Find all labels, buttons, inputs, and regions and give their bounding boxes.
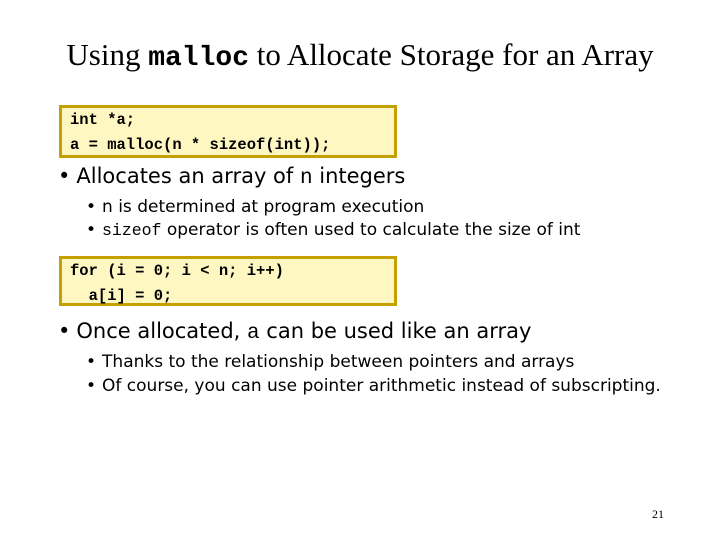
bullet-text: Of course, you can use pointer arithmetic instead of subscripting.: [102, 376, 661, 396]
bullet-text: Once allocated,: [76, 319, 248, 343]
bullet-marker: •: [86, 376, 97, 396]
code-block-loop: [59, 256, 397, 306]
bullet-marker: •: [58, 319, 71, 343]
sub-bullet-relationship: [86, 352, 574, 372]
sub-bullet-sizeof: [86, 220, 580, 240]
bullet-once-allocated: [58, 319, 531, 345]
code-line: a = malloc(n * sizeof(int));: [70, 136, 331, 154]
code-block-malloc: [59, 105, 397, 158]
sub-bullet-n-determined: [86, 197, 424, 217]
bullet-marker: •: [58, 164, 71, 188]
sub-bullet-pointer-arithmetic: [86, 376, 661, 396]
bullet-text: integers: [312, 164, 406, 188]
code-line: int *a;: [70, 111, 136, 129]
bullet-text: Allocates an array of: [76, 164, 300, 188]
bullet-allocates: [58, 164, 405, 190]
code-line: a[i] = 0;: [70, 287, 173, 305]
bullet-code: a: [247, 322, 260, 345]
page-number: 21: [652, 507, 664, 521]
bullet-marker: •: [86, 197, 97, 217]
bullet-text: Thanks to the relationship between pointers and arrays: [102, 352, 575, 372]
code-line: for (i = 0; i < n; i++): [70, 262, 284, 280]
bullet-text: can be used like an array: [259, 319, 532, 343]
slide-title: [0, 37, 720, 74]
bullet-code: sizeof: [102, 221, 162, 240]
bullet-text: n is determined at program execution: [102, 197, 425, 217]
title-text-after: to Allocate Storage for an Array: [249, 37, 654, 72]
title-code: malloc: [148, 43, 250, 74]
bullet-text: operator is often used to calculate the size of int: [161, 220, 581, 240]
bullet-marker: •: [86, 352, 97, 372]
title-text-before: Using: [66, 37, 149, 72]
bullet-marker: •: [86, 220, 97, 240]
bullet-code: n: [299, 167, 313, 190]
